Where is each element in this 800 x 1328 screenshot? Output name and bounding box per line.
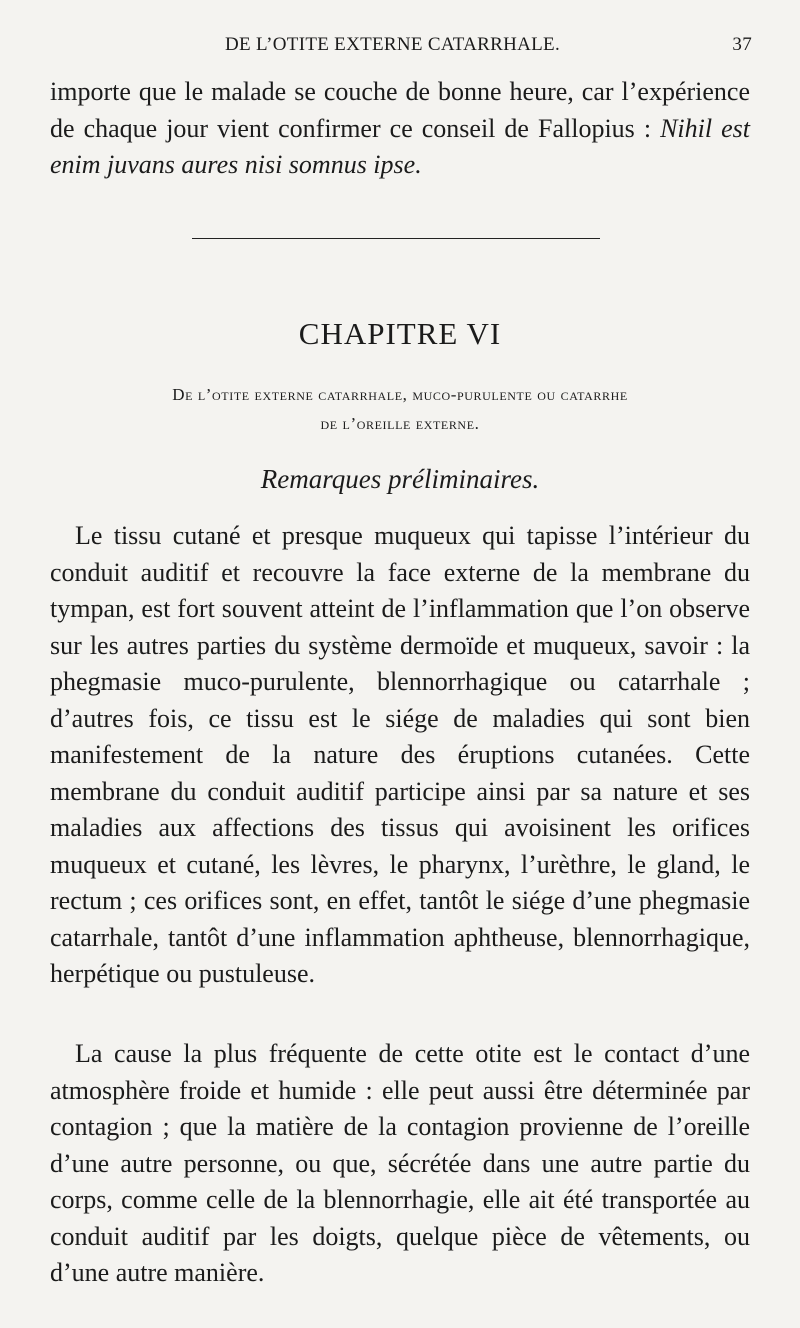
latin-quote: Nihil est enim juvans aures nisi somnus ipse. — [50, 113, 750, 179]
intro-paragraph — [50, 74, 750, 184]
section-heading: Remarques préliminaires. — [260, 464, 540, 494]
page-number: 37 — [732, 34, 752, 55]
intro-text: importe que le malade se couche de bonne heure, car l’expérience de chaque jour vient confirmer ce conseil de Fallopius : — [50, 77, 750, 143]
body-paragraph-2 — [50, 1036, 750, 1292]
running-header — [50, 34, 752, 64]
chapter-subtitle — [0, 380, 800, 438]
paragraph-2-text: La cause la plus fréquente de cette otite est le contact d’une atmosphère froide et humide : elle peut aussi être déterminée par contagion ; que la matière de la contagion provienne de l’oreille d’une autre personne, ou que, sécrétée dans une autre partie du corps, comme celle de la blennorrhagie, elle ait été transportée au conduit auditif par les doigts, quelque pièce de vêtements, ou d’une autre manière. — [50, 1039, 750, 1287]
paragraph-1-text: Le tissu cutané et presque muqueux qui tapisse l’intérieur du conduit auditif et recouvre la face externe de la membrane du tympan, est fort souvent atteint de l’inflammation que l’on observe sur les autres parties du système dermoïde et muqueux, savoir : la phegmasie muco-purulente, blennorrhagique ou catarrhale ; d’autres fois, ce tissu est le siége de maladies qui sont bien manifestement de la nature des éruptions cutanées. Cette membrane du conduit auditif participe ainsi par sa nature et ses maladies aux affections des tissus qui avoisinent les orifices muqueux et cutané, les lèvres, le pharynx, l’urèthre, le gland, le rectum ; ces orifices sont, en effet, tantôt le siége d’une phegmasie catarrhale, tantôt d’une inflammation aphtheuse, blennorrhagique, herpétique ou pustuleuse. — [50, 521, 750, 988]
chapter-subtitle-line-1: De l’otite externe catarrhale, muco-purulente ou catarrhe — [172, 385, 628, 404]
running-title: DE L’OTITE EXTERNE CATARRHALE. — [225, 34, 561, 55]
chapter-subtitle-line-2: de l’oreille externe. — [320, 414, 480, 433]
body-paragraph-1 — [50, 518, 750, 993]
chapter-title: CHAPITRE VI — [298, 316, 502, 351]
section-divider — [192, 238, 600, 239]
